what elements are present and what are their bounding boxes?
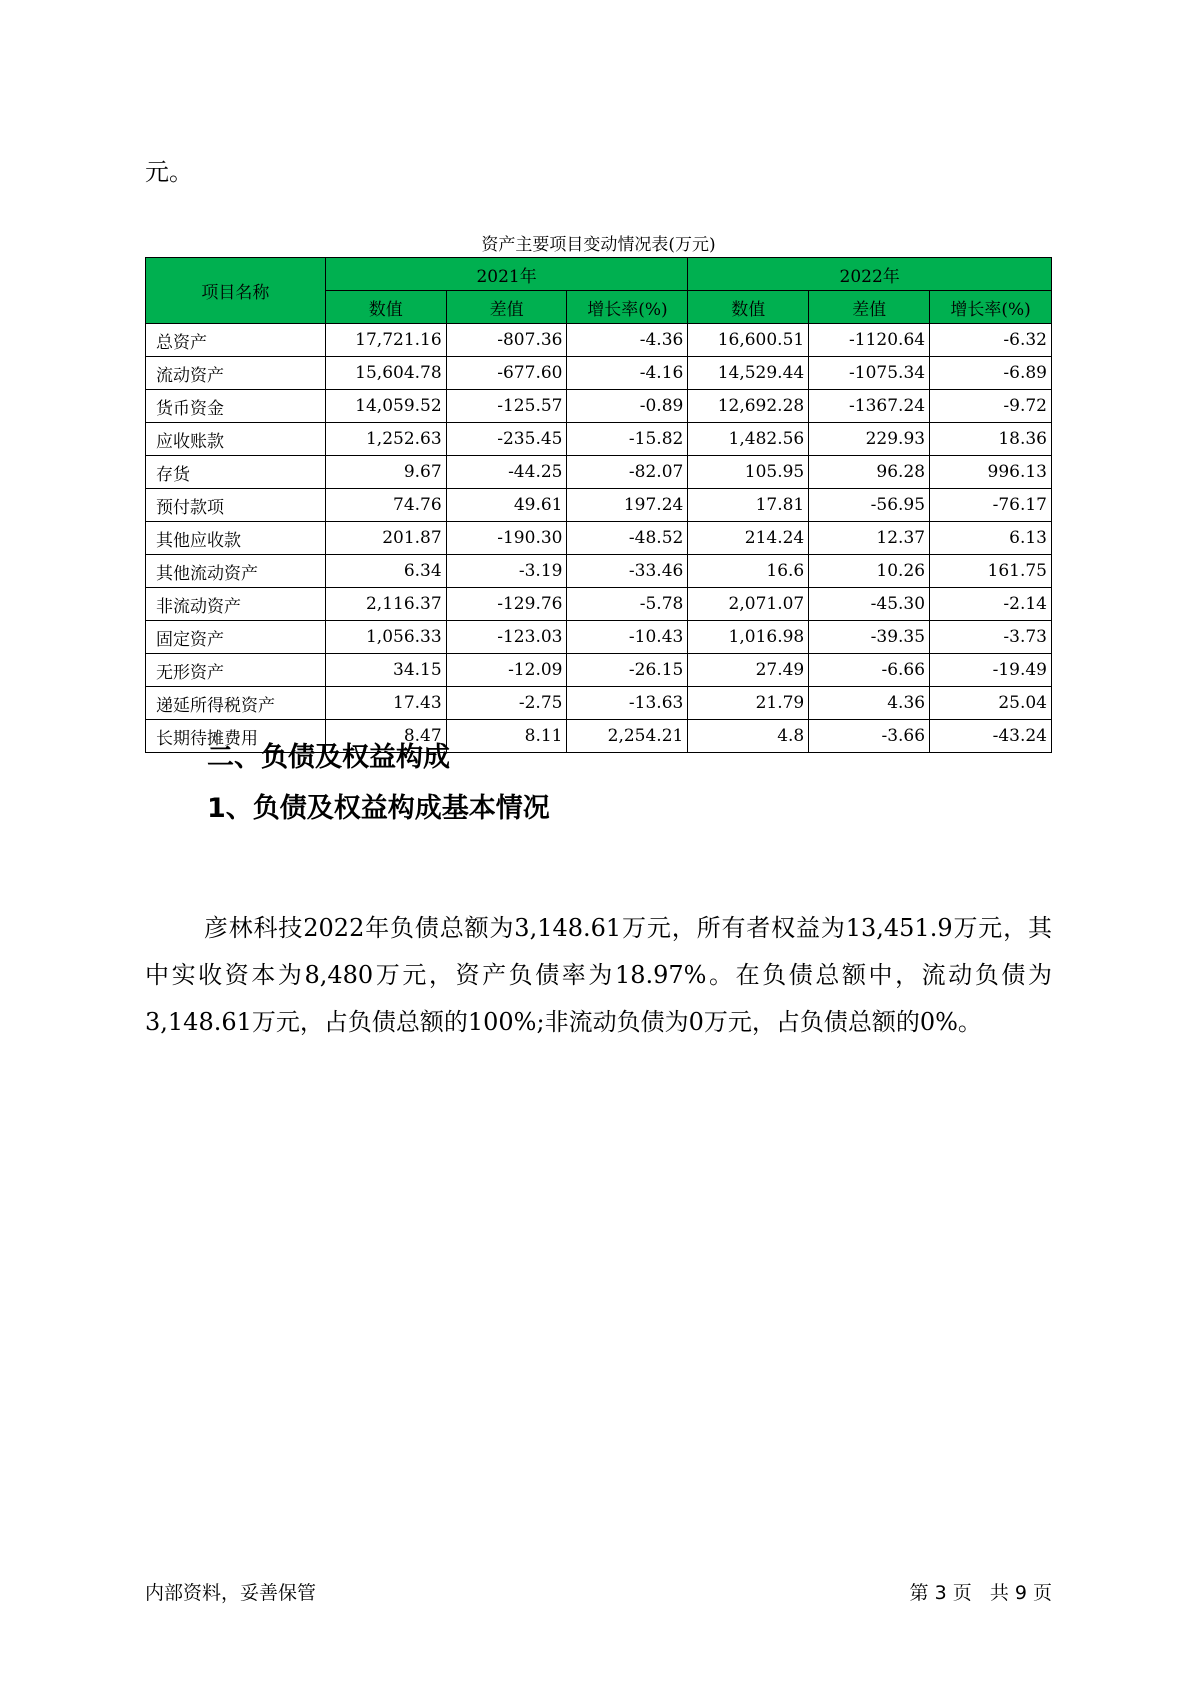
row-cell-value: -235.45 <box>446 423 567 456</box>
row-cell-value: 27.49 <box>688 654 809 687</box>
table-body <box>146 324 1052 753</box>
row-cell-value: 96.28 <box>809 456 930 489</box>
subheader-diff: 差值 <box>446 291 567 324</box>
table-row <box>146 423 1052 456</box>
table-row <box>146 357 1052 390</box>
row-cell-value: 15,604.78 <box>325 357 446 390</box>
header-year-2022: 2022年 <box>688 258 1052 291</box>
section-heading: 二、负债及权益构成 <box>207 742 450 773</box>
row-item-name: 流动资产 <box>146 357 326 390</box>
row-cell-value: 1,016.98 <box>688 621 809 654</box>
table-caption: 资产主要项目变动情况表(万元) <box>481 235 716 255</box>
row-cell-value: -43.24 <box>930 720 1052 753</box>
row-cell-value: 25.04 <box>930 687 1052 720</box>
row-cell-value: -190.30 <box>446 522 567 555</box>
row-cell-value: -3.66 <box>809 720 930 753</box>
row-cell-value: -10.43 <box>567 621 688 654</box>
row-cell-value: -9.72 <box>930 390 1052 423</box>
row-cell-value: 2,071.07 <box>688 588 809 621</box>
subheader-growth: 增长率(%) <box>567 291 688 324</box>
row-cell-value: -6.32 <box>930 324 1052 357</box>
row-cell-value: 105.95 <box>688 456 809 489</box>
row-cell-value: -6.89 <box>930 357 1052 390</box>
table-row <box>146 654 1052 687</box>
row-cell-value: 12.37 <box>809 522 930 555</box>
row-cell-value: 1,056.33 <box>325 621 446 654</box>
footer-confidential: 内部资料，妥善保管 <box>145 1582 317 1604</box>
table-row <box>146 621 1052 654</box>
row-cell-value: 16,600.51 <box>688 324 809 357</box>
row-cell-value: 16.6 <box>688 555 809 588</box>
row-cell-value: 9.67 <box>325 456 446 489</box>
row-cell-value: 1,482.56 <box>688 423 809 456</box>
row-item-name: 递延所得税资产 <box>146 687 326 720</box>
row-cell-value: -677.60 <box>446 357 567 390</box>
row-cell-value: 8.47 <box>325 720 446 753</box>
row-cell-value: -3.73 <box>930 621 1052 654</box>
row-cell-value: 8.11 <box>446 720 567 753</box>
row-cell-value: -5.78 <box>567 588 688 621</box>
row-cell-value: -26.15 <box>567 654 688 687</box>
row-item-name: 固定资产 <box>146 621 326 654</box>
row-cell-value: -44.25 <box>446 456 567 489</box>
table-row <box>146 456 1052 489</box>
row-cell-value: -13.63 <box>567 687 688 720</box>
row-cell-value: 1,252.63 <box>325 423 446 456</box>
table-row <box>146 489 1052 522</box>
row-item-name: 其他应收款 <box>146 522 326 555</box>
row-item-name: 总资产 <box>146 324 326 357</box>
header-item-name: 项目名称 <box>146 258 326 324</box>
row-cell-value: -19.49 <box>930 654 1052 687</box>
row-cell-value: -56.95 <box>809 489 930 522</box>
table-row <box>146 522 1052 555</box>
row-cell-value: -76.17 <box>930 489 1052 522</box>
row-cell-value: 4.8 <box>688 720 809 753</box>
row-cell-value: -0.89 <box>567 390 688 423</box>
row-cell-value: -6.66 <box>809 654 930 687</box>
row-cell-value: 74.76 <box>325 489 446 522</box>
row-cell-value: -12.09 <box>446 654 567 687</box>
row-cell-value: 197.24 <box>567 489 688 522</box>
footer-page-number: 第 3 页 共 9 页 <box>909 1582 1052 1604</box>
table-row <box>146 687 1052 720</box>
row-cell-value: -4.36 <box>567 324 688 357</box>
asset-change-table <box>145 257 1052 753</box>
subsection-heading: 1、负债及权益构成基本情况 <box>207 793 550 824</box>
row-cell-value: -1367.24 <box>809 390 930 423</box>
table-row <box>146 324 1052 357</box>
row-cell-value: 17,721.16 <box>325 324 446 357</box>
row-cell-value: 201.87 <box>325 522 446 555</box>
row-cell-value: 34.15 <box>325 654 446 687</box>
row-cell-value: -4.16 <box>567 357 688 390</box>
subheader-growth: 增长率(%) <box>930 291 1052 324</box>
row-item-name: 预付款项 <box>146 489 326 522</box>
row-item-name: 货币资金 <box>146 390 326 423</box>
row-cell-value: -48.52 <box>567 522 688 555</box>
row-cell-value: 229.93 <box>809 423 930 456</box>
row-cell-value: 4.36 <box>809 687 930 720</box>
row-cell-value: -2.75 <box>446 687 567 720</box>
row-item-name: 存货 <box>146 456 326 489</box>
row-cell-value: 17.43 <box>325 687 446 720</box>
row-cell-value: 14,059.52 <box>325 390 446 423</box>
row-cell-value: -125.57 <box>446 390 567 423</box>
row-item-name: 其他流动资产 <box>146 555 326 588</box>
row-item-name: 无形资产 <box>146 654 326 687</box>
row-cell-value: 6.34 <box>325 555 446 588</box>
row-cell-value: 2,116.37 <box>325 588 446 621</box>
row-item-name: 非流动资产 <box>146 588 326 621</box>
row-cell-value: -39.35 <box>809 621 930 654</box>
subheader-value: 数值 <box>688 291 809 324</box>
row-cell-value: -15.82 <box>567 423 688 456</box>
row-cell-value: 21.79 <box>688 687 809 720</box>
row-cell-value: -45.30 <box>809 588 930 621</box>
table-row <box>146 390 1052 423</box>
row-cell-value: -1075.34 <box>809 357 930 390</box>
carryover-text: 元。 <box>145 158 193 186</box>
row-cell-value: 49.61 <box>446 489 567 522</box>
row-cell-value: 996.13 <box>930 456 1052 489</box>
table-row <box>146 588 1052 621</box>
body-paragraph <box>145 905 1052 1046</box>
row-cell-value: -2.14 <box>930 588 1052 621</box>
row-cell-value: -3.19 <box>446 555 567 588</box>
paragraph-text: 彦林科技2022年负债总额为3,148.61万元，所有者权益为13,451.9万元，其中实收资本为8,480万元，资产负债率为18.97%。在负债总额中，流动负债为3,148.61万元，占负债总额的100%;非流动负债为0万元，占负债总额的0%。 <box>145 914 1052 1036</box>
row-cell-value: -33.46 <box>567 555 688 588</box>
table-row <box>146 555 1052 588</box>
row-item-name: 应收账款 <box>146 423 326 456</box>
row-cell-value: 17.81 <box>688 489 809 522</box>
row-cell-value: 12,692.28 <box>688 390 809 423</box>
row-cell-value: 161.75 <box>930 555 1052 588</box>
row-cell-value: 10.26 <box>809 555 930 588</box>
row-cell-value: -82.07 <box>567 456 688 489</box>
subheader-value: 数值 <box>325 291 446 324</box>
subheader-diff: 差值 <box>809 291 930 324</box>
row-cell-value: -1120.64 <box>809 324 930 357</box>
header-year-2021: 2021年 <box>325 258 688 291</box>
row-item-name: 长期待摊费用 <box>146 720 326 753</box>
row-cell-value: 2,254.21 <box>567 720 688 753</box>
row-cell-value: -807.36 <box>446 324 567 357</box>
row-cell-value: 18.36 <box>930 423 1052 456</box>
row-cell-value: 14,529.44 <box>688 357 809 390</box>
row-cell-value: -123.03 <box>446 621 567 654</box>
row-cell-value: 214.24 <box>688 522 809 555</box>
row-cell-value: 6.13 <box>930 522 1052 555</box>
row-cell-value: -129.76 <box>446 588 567 621</box>
